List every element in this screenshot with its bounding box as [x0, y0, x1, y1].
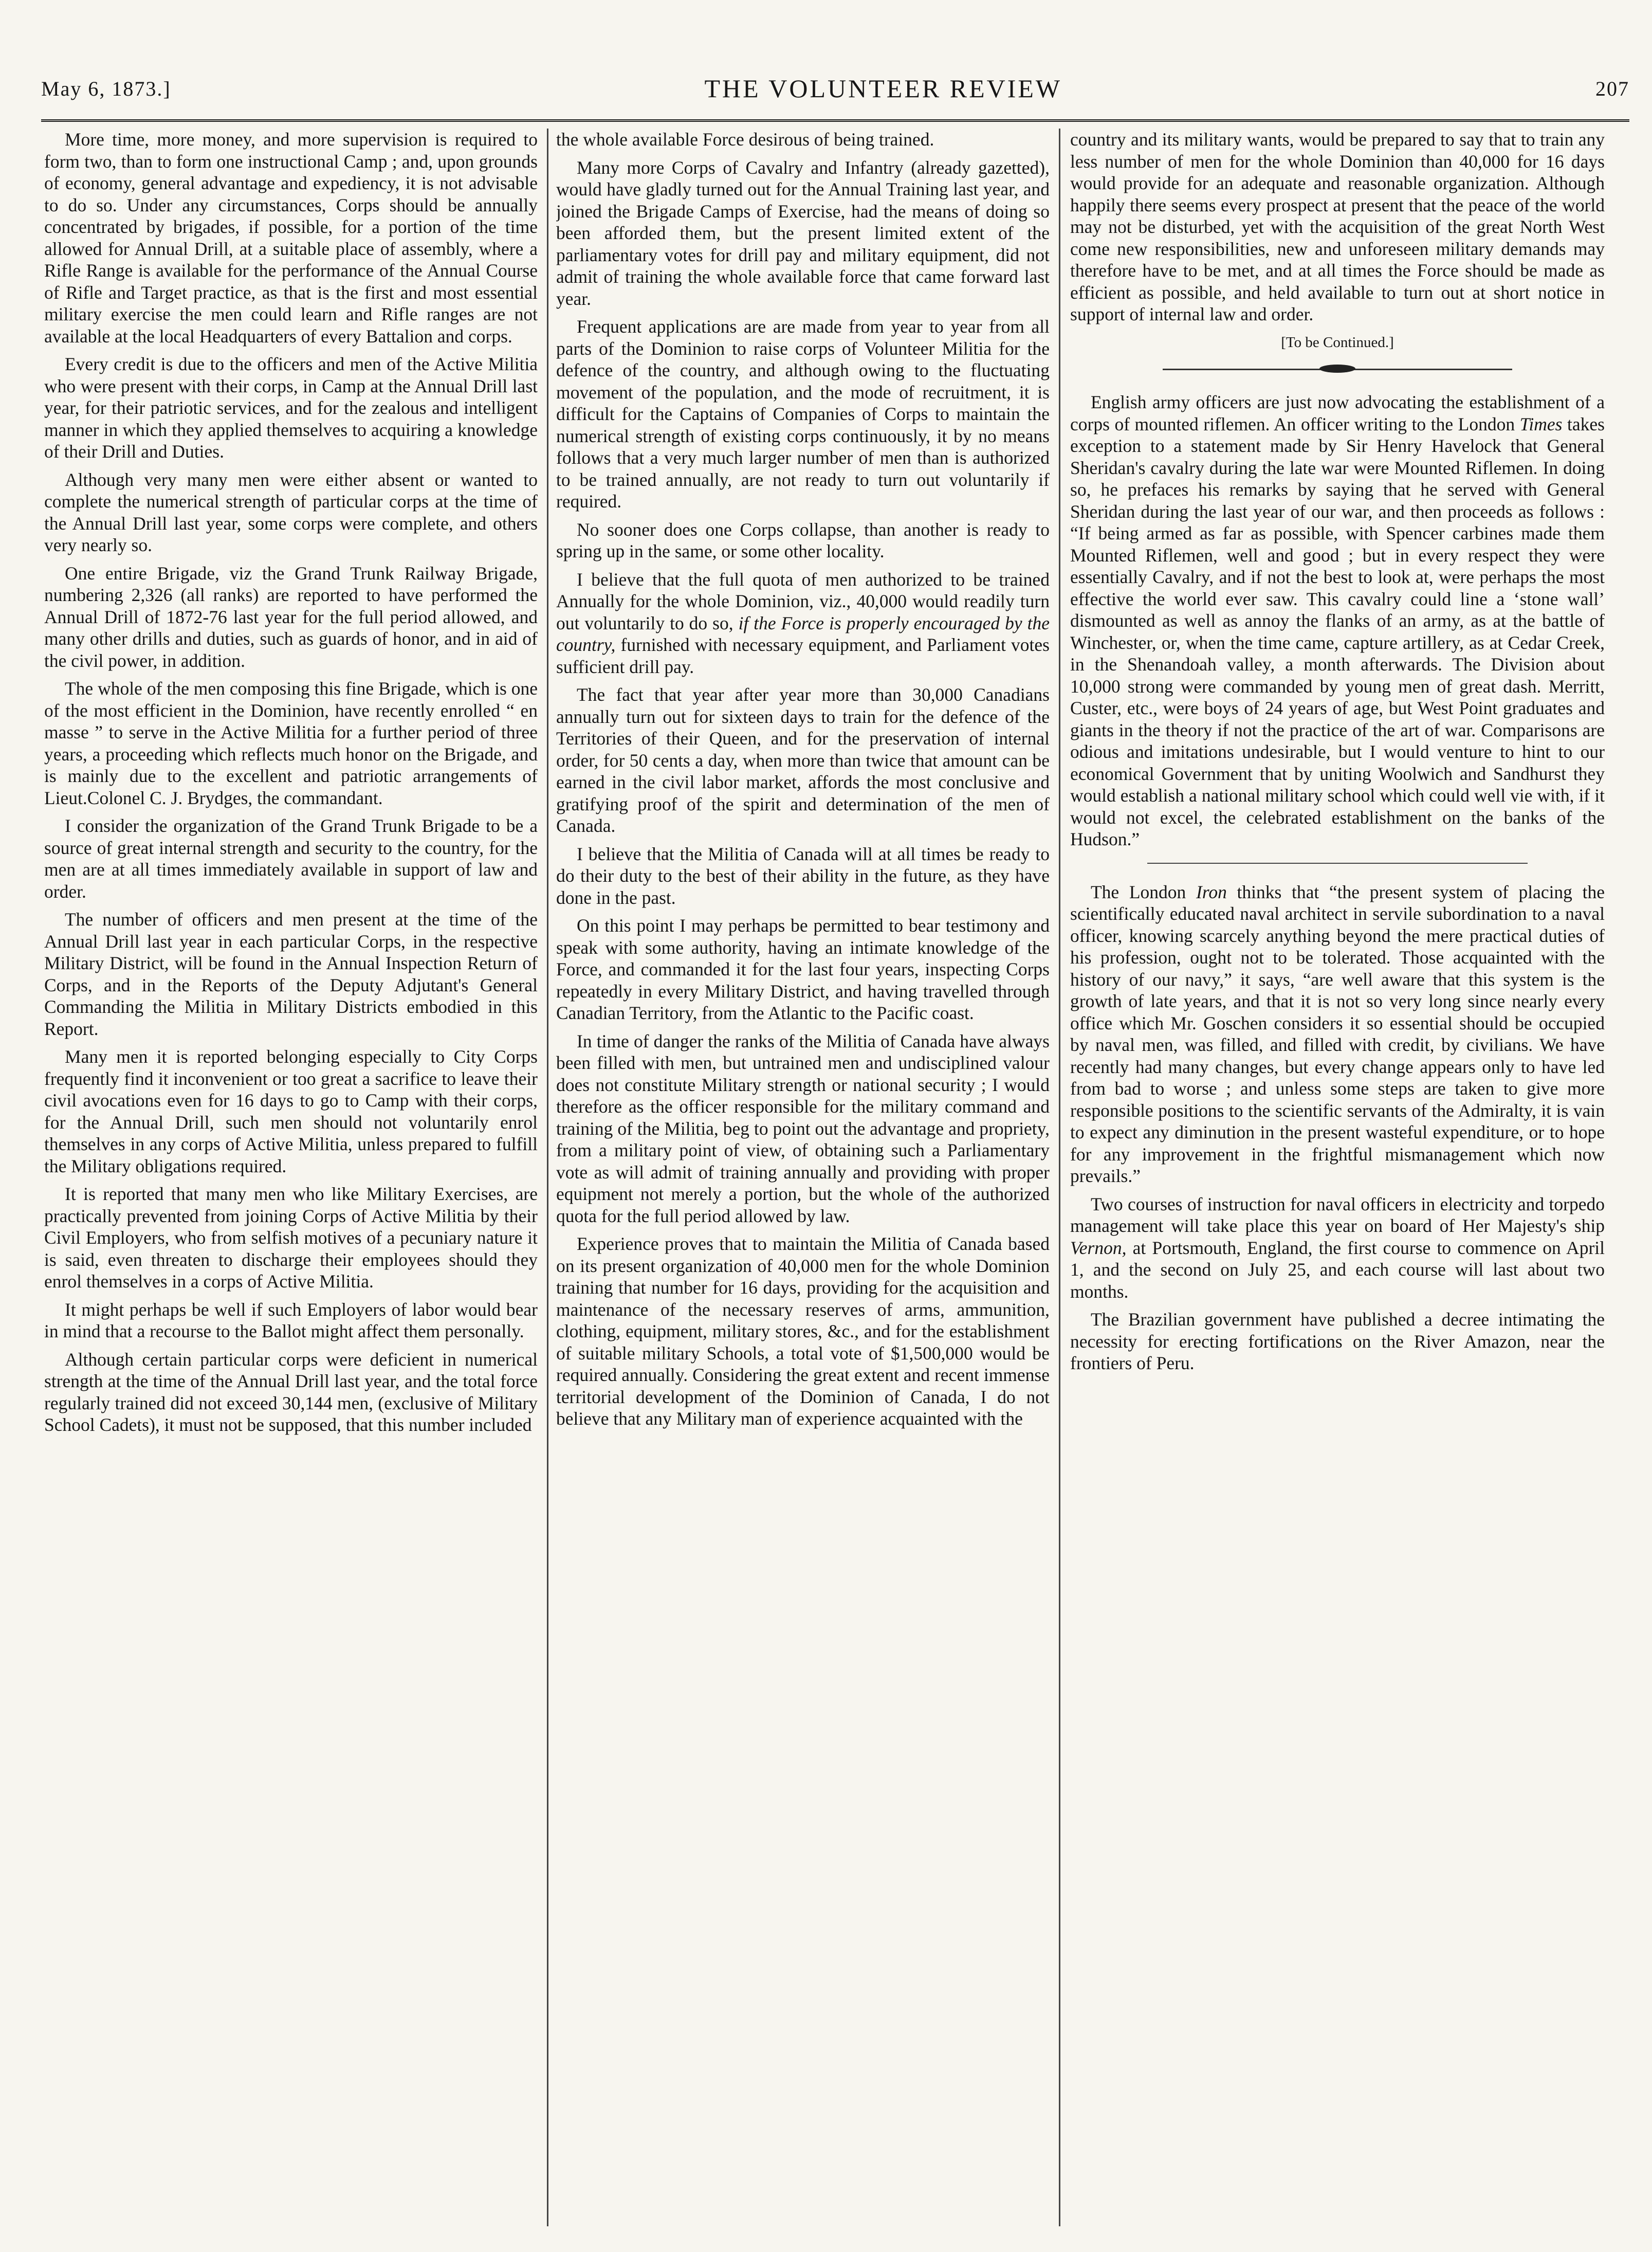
- paragraph: More time, more money, and more supervision is required to form two, than to form one instructional Camp ; and, upon grounds of economy, general advantage and expediency, it is not advisable to do so. Under any circumstances, Corps should be annually concentrated by brigades, if possible, for a portion of the time allowed for Annual Drill, at a suitable place of assembly, where a Rifle Range is available for the performance of the Annual Course of Rifle and Target practice, as that is the first and most essential military exercise the men could learn and Rifle ranges are not available at the local Headquarters of every Battalion and corps.: [44, 129, 538, 347]
- text-run: takes exception to a statement made by Sir Henry Havelock that General Sheridan's cavalry during the late war were Mounted Riflemen. In doing so, he prefaces his remarks by saying that he served with General Sheridan during the last year of our war, and then proceeds as follows : “If being armed as far as possible, with Spencer carbines made them Mounted Riflemen, well and good ; but in every respect they were essentially Cavalry, and if not the best to look at, were perhaps the most effective the world ever saw. This cavalry could line a ‘stone wall’ dismounted as well as annoy the flanks of an army, as at the battle of Winchester, or, when the time came, capture artillery, as at Cedar Creek, in the Shenandoah valley, a month afterwards. The Division about 10,000 strong were commanded by young men of great dash. Merritt, Custer, etc., were boys of 24 years of age, but West Point graduates and giants in the theory if not the practice of the art of war. Comparisons are odious and imitations undesirable, but I would venture to hint to our economical Government that by uniting Woolwich and Sandhurst they would establish a national military school which could well vie with, if it would not excel, the celebrated establishment on the banks of the Hudson.”: [1070, 413, 1605, 849]
- page-header: [41, 58, 1629, 122]
- paragraph: [1070, 391, 1605, 850]
- paragraph: [1070, 881, 1605, 1187]
- paragraph: The number of officers and men present at the time of the Annual Drill last year in each particular Corps, in the respective Military District, will be found in the Annual Inspection Return of Corps, and in the Reports of the Deputy Adjutant's General Commanding the Militia in Military Districts embodied in this Report.: [44, 909, 538, 1039]
- paragraph: Many more Corps of Cavalry and Infantry (already gazetted), would have gladly turned out for the Annual Training last year, and joined the Brigade Camps of Exercise, had the means of doing so been afforded them, but the present limited extent of the parliamentary votes for drill pay and military equipment, did not admit of training the whole available force that came forward last year.: [556, 157, 1050, 309]
- text-run: furnished with necessary equipment, and Parliament votes sufficient drill pay.: [556, 634, 1050, 677]
- column-1: [44, 129, 538, 2226]
- paragraph: the whole available Force desirous of being trained.: [556, 129, 934, 150]
- column-rule: [1059, 129, 1060, 2226]
- paragraph: One entire Brigade, viz the Grand Trunk Railway Brigade, numbering 2,326 (all ranks) are reported to have performed the Annual Drill of 1872-76 last year for the full period allowed, and many other drills and duties, such as guards of honor, and in aid of the civil power, in addition.: [44, 562, 538, 671]
- paragraph: The whole of the men composing this fine Brigade, which is one of the most efficient in the Dominion, have recently enrolled “ en masse ” to serve in the Active Militia for a further period of three years, a proceeding which reflects much honor on the Brigade, and is mainly due to the excellent and patriotic arrangements of Lieut.Colonel C. J. Brydges, the commandant.: [44, 678, 538, 808]
- paragraph: In time of danger the ranks of the Militia of Canada have always been filled with men, but untrained men and undisciplined valour does not constitute Military strength or national security ; I would therefore as the officer responsible for the military command and training of the Militia, beg to point out the advantage and propriety, from a military point of view, of obtaining such a Parliamentary vote as will admit of training annually and providing with proper equipment not merely a portion, but the whole of the authorized quota for the full period allowed by law.: [556, 1030, 1050, 1226]
- text-run: thinks that “the present system of placing the scientifically educated naval architect in servile subordination to a naval officer, knowing scarcely anything beyond the mere practical duties of his profession, ought not to be tolerated. Those acquainted with the history of our navy,” it says, “are well aware that this system is the growth of late years, and that it is not so very long since nearly every office which Mr. Goschen considers it so essential should be occupied by naval men, was filled, and filled with credit, by civilians. We have recently had many changes, but every change appears only to have led from bad to worse ; and unless some steps are taken to give more responsible positions to the scientific servants of the Admiralty, it is vain to expect any diminution in the present wasteful expenditure, or to hope for any improvement in the frightful mismanagement which now prevails.”: [1070, 881, 1605, 1186]
- column-2: [556, 129, 1050, 2226]
- paragraph: [1070, 1193, 1605, 1303]
- paragraph: It might perhaps be well if such Employers of labor would bear in mind that a recourse to the Ballot might affect them personally.: [44, 1299, 538, 1341]
- publication-title: THE VOLUNTEER REVIEW: [704, 74, 1062, 103]
- paragraph: The Brazilian government have published a decree intimating the necessity for erecting fortifications on the River Amazon, near the frontiers of Peru.: [1070, 1309, 1605, 1373]
- text-run: The London: [1091, 881, 1186, 902]
- paragraph: country and its military wants, would be prepared to say that to train any less number of men for the whole Dominion than 40,000 for 16 days would provide for an adequate and reasonable organization. Although happily there seems every prospect at present that the peace of the world may not be disturbed, yet with the acquisition of the great North West come new responsibilities, new and unforeseen military demands may therefore have to be met, and at all times the Force should be made as efficient as possible, and held available to turn out at short notice in support of internal law and order.: [1070, 129, 1605, 324]
- paragraph: On this point I may perhaps be permitted to bear testimony and speak with some authority, having an intimate knowledge of the Force, and commanded it for the last four years, inspecting Corps repeatedly in every Military District, and having travelled through Canadian Territory, from the Atlantic to the Pacific coast.: [556, 915, 1050, 1023]
- paragraph: I consider the organization of the Grand Trunk Brigade to be a source of great internal strength and security to the country, for the men are at all times immediately available in support of law and order.: [44, 815, 538, 902]
- italic-run: Vernon,: [1070, 1237, 1127, 1258]
- text-run: I believe that the full quota of men authorized to be trained Annually for the whole Dominion, viz., 40,000 would readily turn out voluntarily to do so,: [556, 569, 1050, 633]
- paragraph: Although very many men were either absent or wanted to complete the numerical strength of particular corps at the time of the Annual Drill last year, some corps were complete, and others very nearly so.: [44, 469, 538, 555]
- paragraph: I believe that the Militia of Canada will at all times be ready to do their duty to the best of their ability in the future, as they have done in the past.: [556, 843, 1050, 908]
- italic-run: Times: [1519, 413, 1563, 434]
- column-rule: [547, 129, 548, 2226]
- paragraph: No sooner does one Corps collapse, than another is ready to spring up in the same, or some other locality.: [556, 519, 1050, 561]
- text-run: English army officers are just now advocating the establishment of a corps of mounted riflemen. An officer writing to the London: [1070, 392, 1605, 434]
- continued-note: [To be Continued.]: [1281, 334, 1394, 351]
- paragraph: [556, 569, 1050, 678]
- paragraph: The fact that year after year more than 30,000 Canadians annually turn out for sixteen days to train for the defence of the Territories of their Queen, and for the preservation of internal order, for 50 cents a day, when more than twice that amount can be earned in the civil labor market, affords the most conclusive and gratifying proof of the spirit and determination of the men of Canada.: [556, 684, 1050, 836]
- issue-date: May 6, 1873.]: [41, 77, 171, 100]
- italic-run: if the Force is properly encouraged by the country,: [556, 612, 1050, 655]
- ornament-divider: [1070, 361, 1605, 377]
- text-run: Two courses of instruction for naval officers in electricity and torpedo management will take place this year on board of Her Majesty's ship: [1070, 1193, 1605, 1236]
- paragraph: Although certain particular corps were deficient in numerical strength at the time of the Annual Drill last year, and the total force regularly trained did not exceed 30,144 men, (exclusive of Military School Cadets), it must not be supposed, that this number included: [44, 1349, 538, 1435]
- paragraph: It is reported that many men who like Military Exercises, are practically prevented from joining Corps of Active Militia by their Civil Employers, who from selfish motives of a pecuniary nature it is said, even threaten to discharge their employees should they enrol themselves in a corps of Active Militia.: [44, 1184, 538, 1292]
- paragraph: Experience proves that to maintain the Militia of Canada based on its present organization of 40,000 men for the whole Dominion training that number for 16 days, providing for the acquisition and maintenance of the necessary reserves of arms, ammunition, clothing, equipment, military stores, &c., and for the establishment of suitable military Schools, a total vote of $1,500,000 would be required annually. Considering the great extent and recent immense territorial development of the Dominion of Canada, I do not believe that any Military man of experience acquainted with the: [556, 1233, 1050, 1429]
- paragraph: Every credit is due to the officers and men of the Active Militia who were present with their corps, in Camp at the Annual Drill last year, for their patriotic services, and for the zealous and intelligent manner in which they applied themselves to acquiring a knowledge of their Drill and Duties.: [44, 354, 538, 462]
- section-divider: [1147, 863, 1528, 864]
- paragraph: Many men it is reported belonging especially to City Corps frequently find it inconvenient or too great a sacrifice to leave their civil avocations even for 16 days to go to Camp with their corps, for the Annual Drill, such men should not voluntarily enrol themselves in any corps of Active Militia, unless prepared to fulfill the Military obligations required.: [44, 1046, 538, 1176]
- paragraph: Frequent applications are are made from year to year from all parts of the Dominion to raise corps of Volunteer Militia for the defence of the country, and although owing to the fluctuating movement of the population, and the mode of recruitment, it is difficult for the Captains of Companies of Corps to maintain the numerical strength of existing corps continuously, it by no means follows that a very much larger number of men than is authorized to be trained annually, are not ready to turn out voluntarily if required.: [556, 316, 1050, 512]
- page-number: 207: [1595, 77, 1629, 100]
- italic-run: Iron: [1196, 881, 1227, 902]
- text-run: at Portsmouth, England, the first course to commence on April 1, and the second on July 25, and each course will last about two months.: [1070, 1237, 1605, 1302]
- column-3: [1070, 129, 1605, 2226]
